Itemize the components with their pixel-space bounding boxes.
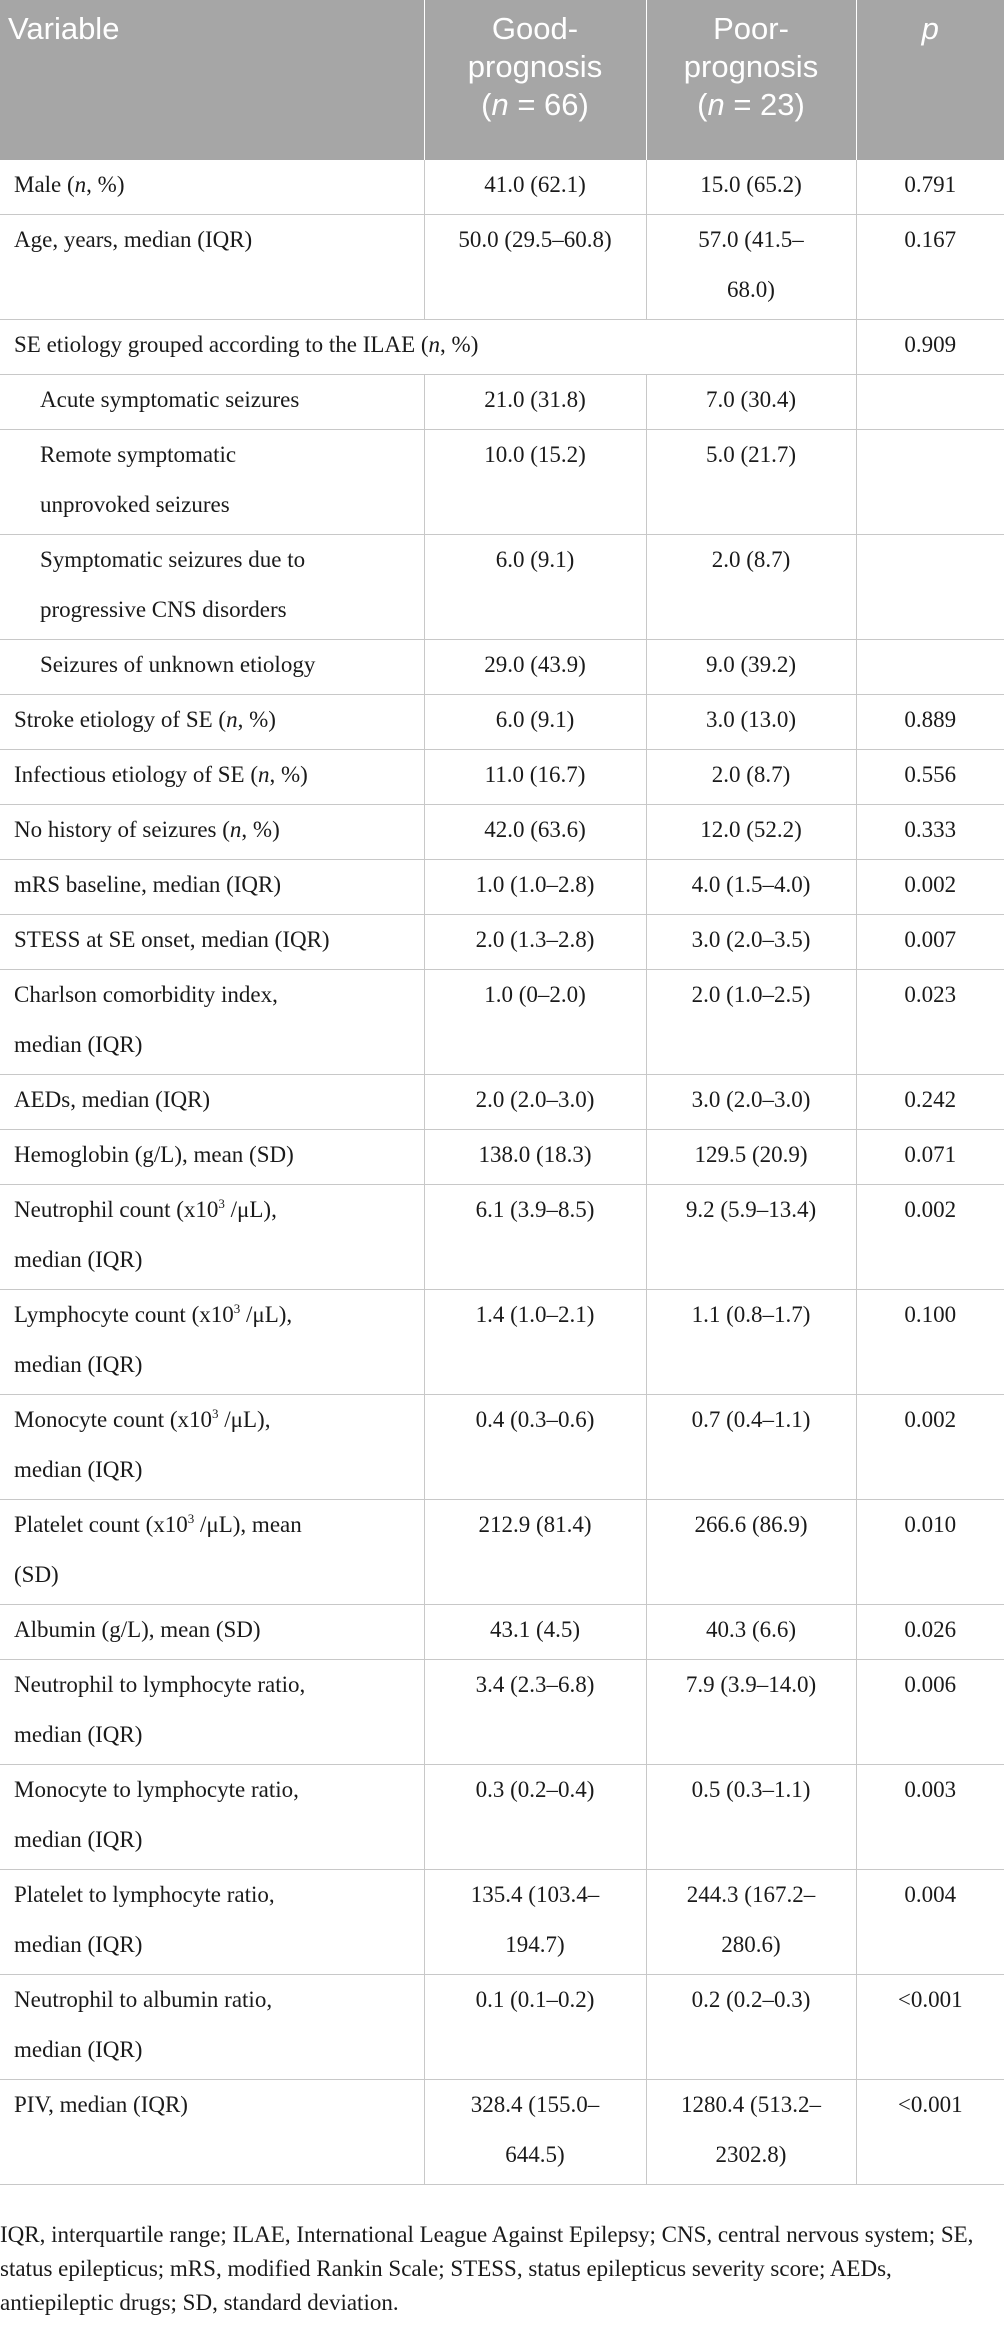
table-row-no-history bbox=[0, 805, 1004, 860]
table-row-plr bbox=[0, 1870, 1004, 1975]
table-row-unknown bbox=[0, 640, 1004, 695]
cell-good: 21.0 (31.8) bbox=[424, 375, 646, 430]
label-italic: n bbox=[229, 817, 242, 842]
cell-poor: 2.0 (8.7) bbox=[646, 535, 856, 640]
table-row-nlr bbox=[0, 1660, 1004, 1765]
value-line1: 135.4 (103.4– bbox=[470, 1882, 600, 1907]
cell-good: 29.0 (43.9) bbox=[424, 640, 646, 695]
label-line2: median (IQR) bbox=[14, 1352, 143, 1377]
cell-p: 0.242 bbox=[856, 1075, 1004, 1130]
label-line2: median (IQR) bbox=[14, 1827, 143, 1852]
cell-good: 6.0 (9.1) bbox=[424, 695, 646, 750]
cell-poor: 0.2 (0.2–0.3) bbox=[646, 1975, 856, 2080]
cell-p: 0.002 bbox=[856, 860, 1004, 915]
header-poor-n-open: ( bbox=[697, 87, 708, 122]
header-poor-prognosis bbox=[646, 0, 856, 160]
label-text: Monocyte count (x10 bbox=[14, 1407, 213, 1432]
cell-good: 41.0 (62.1) bbox=[424, 160, 646, 215]
table-row-male bbox=[0, 160, 1004, 215]
table-row-platelet bbox=[0, 1500, 1004, 1605]
cell-label bbox=[0, 750, 424, 805]
cell-poor: 2.0 (8.7) bbox=[646, 750, 856, 805]
cell-poor: 40.3 (6.6) bbox=[646, 1605, 856, 1660]
cell-p bbox=[856, 430, 1004, 535]
header-poor-n-italic: n bbox=[707, 87, 725, 122]
cell-p: 0.791 bbox=[856, 160, 1004, 215]
label-line1: Platelet to lymphocyte ratio, bbox=[14, 1882, 275, 1907]
cell-p: 0.909 bbox=[856, 320, 1004, 375]
label-line1: Charlson comorbidity index, bbox=[14, 982, 278, 1007]
table-row-hemoglobin bbox=[0, 1130, 1004, 1185]
value-line1: 328.4 (155.0– bbox=[470, 2092, 600, 2117]
cell-label bbox=[0, 1975, 424, 2080]
cell-poor: 129.5 (20.9) bbox=[646, 1130, 856, 1185]
cell-poor: 15.0 (65.2) bbox=[646, 160, 856, 215]
cell-poor: 4.0 (1.5–4.0) bbox=[646, 860, 856, 915]
cell-label: Hemoglobin (g/L), mean (SD) bbox=[0, 1130, 424, 1185]
cell-p: <0.001 bbox=[856, 1975, 1004, 2080]
cell-label bbox=[0, 320, 856, 375]
value-line1: 1280.4 (513.2– bbox=[681, 2092, 821, 2117]
cell-label: mRS baseline, median (IQR) bbox=[0, 860, 424, 915]
value-line2: 280.6) bbox=[721, 1932, 781, 1957]
cell-good: 2.0 (2.0–3.0) bbox=[424, 1075, 646, 1130]
header-poor-n-rest: = 23) bbox=[724, 87, 805, 122]
cell-p bbox=[856, 640, 1004, 695]
label-superscript: 3 bbox=[212, 1406, 219, 1421]
label-line1: Neutrophil to lymphocyte ratio, bbox=[14, 1672, 306, 1697]
cell-p: 0.023 bbox=[856, 970, 1004, 1075]
value-line1: 244.3 (167.2– bbox=[686, 1882, 816, 1907]
label-line1: Symptomatic seizures due to bbox=[40, 547, 306, 572]
cell-poor bbox=[646, 1870, 856, 1975]
cell-good: 0.3 (0.2–0.4) bbox=[424, 1765, 646, 1870]
table-row-albumin bbox=[0, 1605, 1004, 1660]
label-text: , %) bbox=[86, 172, 125, 197]
cell-poor: 9.0 (39.2) bbox=[646, 640, 856, 695]
label-superscript: 3 bbox=[218, 1196, 225, 1211]
cell-poor: 266.6 (86.9) bbox=[646, 1500, 856, 1605]
table-row-stroke bbox=[0, 695, 1004, 750]
label-text: No history of seizures ( bbox=[14, 817, 230, 842]
label-text: SE etiology grouped according to the ILAE ( bbox=[14, 332, 429, 357]
table-footnote: IQR, interquartile range; ILAE, International League Against Epilepsy; CNS, central nervous system; SE, status epilepticus; mRS, modified Rankin Scale; STESS, status epilepticus severity score; AEDs, antiepileptic drugs; SD, standard deviation. bbox=[0, 2222, 974, 2315]
cell-good: 6.1 (3.9–8.5) bbox=[424, 1185, 646, 1290]
header-good-n-open: ( bbox=[481, 87, 492, 122]
header-good-n-rest: = 66) bbox=[508, 87, 589, 122]
cell-p: 0.333 bbox=[856, 805, 1004, 860]
cell-poor: 12.0 (52.2) bbox=[646, 805, 856, 860]
cell-label bbox=[0, 695, 424, 750]
label-text: , %) bbox=[241, 817, 280, 842]
cell-label bbox=[0, 805, 424, 860]
cell-poor: 0.7 (0.4–1.1) bbox=[646, 1395, 856, 1500]
label-text: , %) bbox=[237, 707, 276, 732]
header-variable-text: Variable bbox=[8, 11, 120, 46]
table-row-nar bbox=[0, 1975, 1004, 2080]
cell-good bbox=[424, 2080, 646, 2185]
cell-p: 0.004 bbox=[856, 1870, 1004, 1975]
label-text: Stroke etiology of SE ( bbox=[14, 707, 227, 732]
header-p-text: p bbox=[921, 11, 939, 46]
cell-poor: 9.2 (5.9–13.4) bbox=[646, 1185, 856, 1290]
value-line1: 57.0 (41.5– bbox=[698, 227, 804, 252]
table-row-infectious bbox=[0, 750, 1004, 805]
cell-good: 138.0 (18.3) bbox=[424, 1130, 646, 1185]
cell-p: 0.100 bbox=[856, 1290, 1004, 1395]
cell-p: <0.001 bbox=[856, 2080, 1004, 2185]
value-line2: 2302.8) bbox=[715, 2142, 787, 2167]
cell-p: 0.026 bbox=[856, 1605, 1004, 1660]
cell-good: 50.0 (29.5–60.8) bbox=[424, 215, 646, 320]
header-good-prognosis bbox=[424, 0, 646, 160]
label-line2: progressive CNS disorders bbox=[40, 597, 287, 622]
table-row-mrs bbox=[0, 860, 1004, 915]
cell-label bbox=[0, 1290, 424, 1395]
cell-p: 0.010 bbox=[856, 1500, 1004, 1605]
label-text: Lymphocyte count (x10 bbox=[14, 1302, 234, 1327]
cell-good: 1.4 (1.0–2.1) bbox=[424, 1290, 646, 1395]
cell-label bbox=[0, 1395, 424, 1500]
cell-p: 0.071 bbox=[856, 1130, 1004, 1185]
label-line2: median (IQR) bbox=[14, 1932, 143, 1957]
cell-p: 0.002 bbox=[856, 1395, 1004, 1500]
label-line2: (SD) bbox=[14, 1562, 59, 1587]
cell-good: 42.0 (63.6) bbox=[424, 805, 646, 860]
label-line2: median (IQR) bbox=[14, 1722, 143, 1747]
cell-label bbox=[0, 430, 424, 535]
label-line2: unprovoked seizures bbox=[40, 492, 230, 517]
cell-good: 1.0 (0–2.0) bbox=[424, 970, 646, 1075]
cell-p: 0.556 bbox=[856, 750, 1004, 805]
cell-label bbox=[0, 1660, 424, 1765]
cell-good: 1.0 (1.0–2.8) bbox=[424, 860, 646, 915]
cell-label: STESS at SE onset, median (IQR) bbox=[0, 915, 424, 970]
cell-label: Age, years, median (IQR) bbox=[0, 215, 424, 320]
label-text: , %) bbox=[269, 762, 308, 787]
label-superscript: 3 bbox=[233, 1301, 241, 1316]
cell-label bbox=[0, 970, 424, 1075]
label-text: /μL), bbox=[224, 1197, 277, 1222]
table-row-age bbox=[0, 215, 1004, 320]
table-row-mlr bbox=[0, 1765, 1004, 1870]
cell-label bbox=[0, 1500, 424, 1605]
cell-poor: 7.0 (30.4) bbox=[646, 375, 856, 430]
cell-poor: 2.0 (1.0–2.5) bbox=[646, 970, 856, 1075]
value-line2: 644.5) bbox=[505, 2142, 565, 2167]
cell-good: 2.0 (1.3–2.8) bbox=[424, 915, 646, 970]
header-good-line2: prognosis bbox=[467, 49, 603, 84]
label-italic: n bbox=[258, 762, 270, 787]
table-row-piv bbox=[0, 2080, 1004, 2185]
cell-label bbox=[0, 1765, 424, 1870]
table-row-monocyte bbox=[0, 1395, 1004, 1500]
table-row-stess bbox=[0, 915, 1004, 970]
cell-label bbox=[0, 1870, 424, 1975]
header-good-n-italic: n bbox=[491, 87, 509, 122]
label-text: /μL), bbox=[218, 1407, 271, 1432]
table-row-ilae-group bbox=[0, 320, 1004, 375]
cell-good: 0.1 (0.1–0.2) bbox=[424, 1975, 646, 2080]
cell-good: 6.0 (9.1) bbox=[424, 535, 646, 640]
label-line2: median (IQR) bbox=[14, 1247, 143, 1272]
table-row-progressive bbox=[0, 535, 1004, 640]
label-line1: Monocyte to lymphocyte ratio, bbox=[14, 1777, 299, 1802]
cell-label: Albumin (g/L), mean (SD) bbox=[0, 1605, 424, 1660]
table-header bbox=[0, 0, 1004, 160]
table-row-acute bbox=[0, 375, 1004, 430]
cell-poor: 0.5 (0.3–1.1) bbox=[646, 1765, 856, 1870]
label-text: /μL), mean bbox=[194, 1512, 302, 1537]
header-poor-line2: prognosis bbox=[683, 49, 819, 84]
label-superscript: 3 bbox=[187, 1511, 195, 1526]
cell-label: AEDs, median (IQR) bbox=[0, 1075, 424, 1130]
cell-poor: 5.0 (21.7) bbox=[646, 430, 856, 535]
label-text: Neutrophil count (x10 bbox=[14, 1197, 219, 1222]
label-text: Male ( bbox=[14, 172, 75, 197]
header-good-line1: Good- bbox=[491, 11, 579, 46]
cell-poor: 3.0 (13.0) bbox=[646, 695, 856, 750]
cell-label: Acute symptomatic seizures bbox=[0, 375, 424, 430]
cell-label bbox=[0, 1185, 424, 1290]
cell-p: 0.002 bbox=[856, 1185, 1004, 1290]
cell-poor: 7.9 (3.9–14.0) bbox=[646, 1660, 856, 1765]
table-row-neutrophil bbox=[0, 1185, 1004, 1290]
cell-p bbox=[856, 535, 1004, 640]
cell-good: 11.0 (16.7) bbox=[424, 750, 646, 805]
cell-p: 0.007 bbox=[856, 915, 1004, 970]
table-row-charlson bbox=[0, 970, 1004, 1075]
label-text: /μL), bbox=[240, 1302, 293, 1327]
cell-p: 0.167 bbox=[856, 215, 1004, 320]
header-variable bbox=[0, 0, 424, 160]
table-row-aeds bbox=[0, 1075, 1004, 1130]
table-row-lymphocyte bbox=[0, 1290, 1004, 1395]
label-italic: n bbox=[226, 707, 238, 732]
value-line2: 68.0) bbox=[727, 277, 775, 302]
cell-good: 3.4 (2.3–6.8) bbox=[424, 1660, 646, 1765]
cell-label: Seizures of unknown etiology bbox=[0, 640, 424, 695]
cell-label bbox=[0, 535, 424, 640]
cell-p: 0.003 bbox=[856, 1765, 1004, 1870]
cell-p: 0.889 bbox=[856, 695, 1004, 750]
cell-poor bbox=[646, 2080, 856, 2185]
cell-p bbox=[856, 375, 1004, 430]
label-line2: median (IQR) bbox=[14, 1032, 143, 1057]
cell-poor bbox=[646, 215, 856, 320]
label-text: Platelet count (x10 bbox=[14, 1512, 188, 1537]
label-line2: median (IQR) bbox=[14, 1457, 143, 1482]
cell-good: 212.9 (81.4) bbox=[424, 1500, 646, 1605]
header-row bbox=[0, 0, 1004, 160]
label-line1: Remote symptomatic bbox=[40, 442, 237, 467]
label-line2: median (IQR) bbox=[14, 2037, 143, 2062]
label-text: Infectious etiology of SE ( bbox=[14, 762, 259, 787]
table-body bbox=[0, 160, 1004, 2185]
cell-good bbox=[424, 1870, 646, 1975]
cell-poor: 3.0 (2.0–3.5) bbox=[646, 915, 856, 970]
cell-good: 43.1 (4.5) bbox=[424, 1605, 646, 1660]
value-line2: 194.7) bbox=[505, 1932, 565, 1957]
cell-label: PIV, median (IQR) bbox=[0, 2080, 424, 2185]
label-text: , %) bbox=[440, 332, 479, 357]
label-line1: Neutrophil to albumin ratio, bbox=[14, 1987, 273, 2012]
table-row-remote bbox=[0, 430, 1004, 535]
cell-p: 0.006 bbox=[856, 1660, 1004, 1765]
cell-label bbox=[0, 160, 424, 215]
cell-poor: 3.0 (2.0–3.0) bbox=[646, 1075, 856, 1130]
header-poor-line1: Poor- bbox=[713, 11, 789, 46]
label-italic: n bbox=[428, 332, 441, 357]
cell-good: 0.4 (0.3–0.6) bbox=[424, 1395, 646, 1500]
label-italic: n bbox=[74, 172, 87, 197]
cell-good: 10.0 (15.2) bbox=[424, 430, 646, 535]
header-p-value bbox=[856, 0, 1004, 160]
cell-poor: 1.1 (0.8–1.7) bbox=[646, 1290, 856, 1395]
